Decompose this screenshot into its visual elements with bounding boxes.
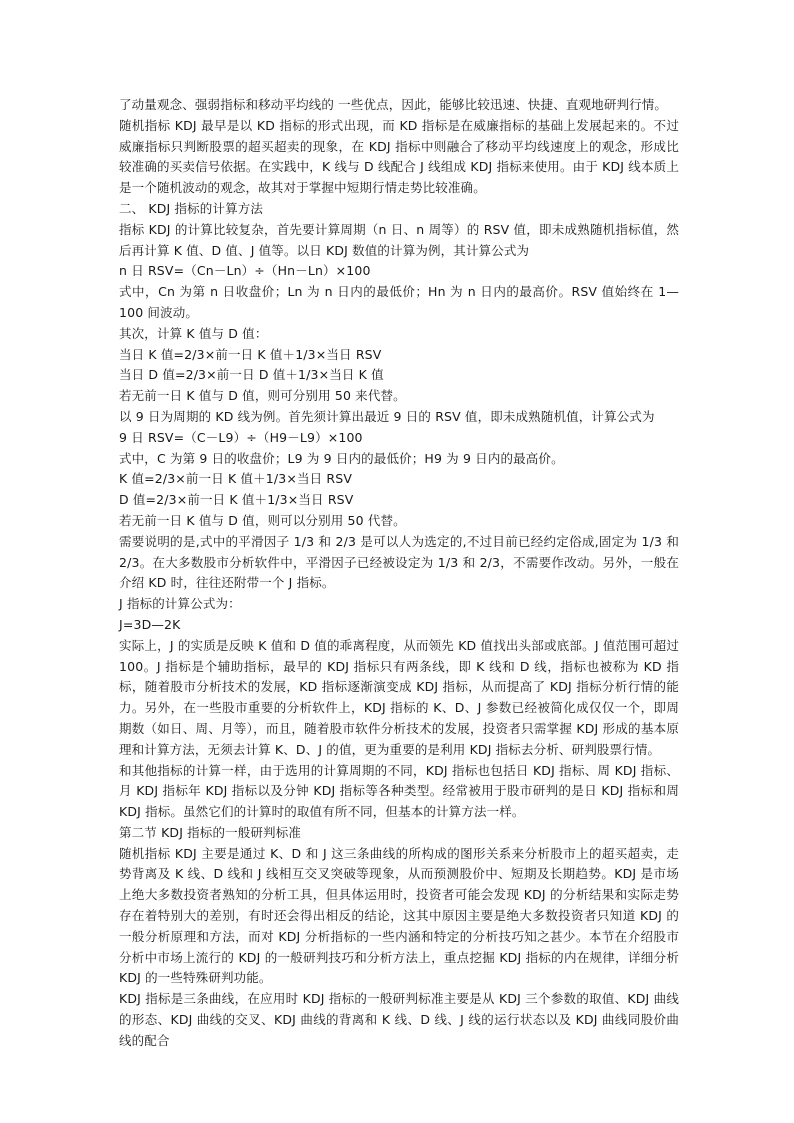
- paragraph: 需要说明的是,式中的平滑因子 1/3 和 2/3 是可以人为选定的,不过目前已经约定俗成,固定为 1/3 和 2/3。在大多数股市分析软件中，平滑因子已经被设定为 1/3 和 2/3，不需要作改动。另外，一般在介绍 KD 时，往往还附带一个 J 指标。: [119, 533, 679, 591]
- section-heading: 二、 KDJ 指标的计算方法: [119, 200, 264, 216]
- paragraph: 式中，Cn 为第 n 日收盘价；Ln 为 n 日内的最低价；Hn 为 n 日内的最高价。RSV 值始终在 1—100 间波动。: [119, 284, 679, 320]
- paragraph: J 指标的计算公式为：: [119, 596, 241, 612]
- formula: 当日 D 值=2/3×前一日 D 值＋1/3×当日 K 值: [119, 367, 384, 383]
- paragraph: 以 9 日为周期的 KD 线为例。首先须计算出最近 9 日的 RSV 值，即未成熟随机值，计算公式为: [119, 408, 655, 424]
- paragraph: 式中，C 为第 9 日的收盘价；L9 为 9 日内的最低价；H9 为 9 日内的最高价。: [119, 450, 564, 466]
- formula: 当日 K 值=2/3×前一日 K 值＋1/3×当日 RSV: [119, 346, 382, 362]
- formula: 9 日 RSV=（C－L9）÷（H9－L9）×100: [119, 429, 363, 445]
- paragraph: 其次，计算 K 值与 D 值：: [119, 325, 268, 341]
- formula: K 值=2/3×前一日 K 值＋1/3×当日 RSV: [119, 471, 353, 487]
- paragraph: 指标 KDJ 的计算比较复杂，首先要计算周期（n 日、n 周等）的 RSV 值，即未成熟随机指标值，然后再计算 K 值、D 值、J 值等。以日 KDJ 数值的计算为例，其计算公式为: [119, 221, 679, 258]
- paragraph: 和其他指标的计算一样，由于选用的计算周期的不同，KDJ 指标也包括日 KDJ 指标、周 KDJ 指标、月 KDJ 指标年 KDJ 指标以及分钟 KDJ 指标等各种类型。经常被用于股市研判的是日 KDJ 指标和周 KDJ 指标。虽然它们的计算时的取值有所不同，但基本的计算方法一样。: [119, 762, 679, 820]
- section-heading: 第二节 KDJ 指标的一般研判标准: [119, 824, 302, 840]
- document-body: [119, 95, 679, 1052]
- paragraph: 实际上，J 的实质是反映 K 值和 D 值的乖离程度，从而领先 KD 值找出头部或底部。J 值范围可超过 100。J 指标是个辅助指标，最早的 KDJ 指标只有两条线，即 K 线和 D 线，指标也被称为 KD 指标，随着股市分析技术的发展，KD 指标逐渐演变成 KDJ 指标，从而提高了 KDJ 指标分析行情的能力。另外，在一些股市重要的分析软件上，KDJ 指标的 K、D、J 参数已经被简化成仅仅一个，即周期数（如日、周、月等），而且，随着股市软件分析技术的发展，投资者只需掌握 KDJ 形成的基本原理和计算方法，无须去计算 K、D、J 的值，更为重要的是利用 KDJ 指标去分析、研判股票行情。: [119, 637, 679, 757]
- paragraph: 若无前一日 K 值与 D 值，则可以分别用 50 代替。: [119, 512, 406, 528]
- paragraph: 随机指标 KDJ 主要是通过 K、D 和 J 这三条曲线的所构成的图形关系来分析股市上的超买超卖，走势背离及 K 线、D 线和 J 线相互交叉突破等现象，从而预测股价中、短期及长期趋势。KDJ 是市场上绝大多数投资者熟知的分析工具，但具体运用时，投资者可能会发现 KDJ 的分析结果和实际走势存在着特别大的差别，有时还会得出相反的结论，这其中原因主要是绝大多数投资者只知道 KDJ 的一般分析原理和方法，而对 KDJ 分析指标的一些内涵和特定的分析技巧知之甚少。本节在介绍股市分析中市场上流行的 KDJ 的一般研判技巧和分析方法上，重点挖掘 KDJ 指标的内在规律，详细分析 KDJ 的一些特殊研判功能。: [119, 845, 679, 986]
- formula: D 值=2/3×前一日 K 值＋1/3×当日 RSV: [119, 492, 354, 508]
- paragraph: KDJ 指标是三条曲线，在应用时 KDJ 指标的一般研判标准主要是从 KDJ 三个参数的取值、KDJ 曲线的形态、KDJ 曲线的交叉、KDJ 曲线的背离和 K 线、D 线、J 线的运行状态以及 KDJ 曲线同股价曲线的配合: [119, 991, 679, 1048]
- paragraph: 若无前一日 K 值与 D 值，则可分别用 50 来代替。: [119, 388, 406, 404]
- formula: n 日 RSV=（Cn－Ln）÷（Hn－Ln）×100: [119, 263, 371, 279]
- paragraph: 了动量观念、强弱指标和移动平均线的 一些优点，因此，能够比较迅速、快捷、直观地研判行情。: [119, 97, 668, 112]
- paragraph: 随机指标 KDJ 最早是以 KD 指标的形式出现，而 KD 指标是在威廉指标的基础上发展起来的。不过威廉指标只判断股票的超买超卖的现象，在 KDJ 指标中则融合了移动平均线速度上的观念，形成比较准确的买卖信号依据。在实践中，K 线与 D 线配合 J 线组成 KDJ 指标来使用。由于 KDJ 线本质上是一个随机波动的观念，故其对于掌握中短期行情走势比较准确。: [119, 117, 679, 196]
- formula: J=3D—2K: [119, 616, 181, 632]
